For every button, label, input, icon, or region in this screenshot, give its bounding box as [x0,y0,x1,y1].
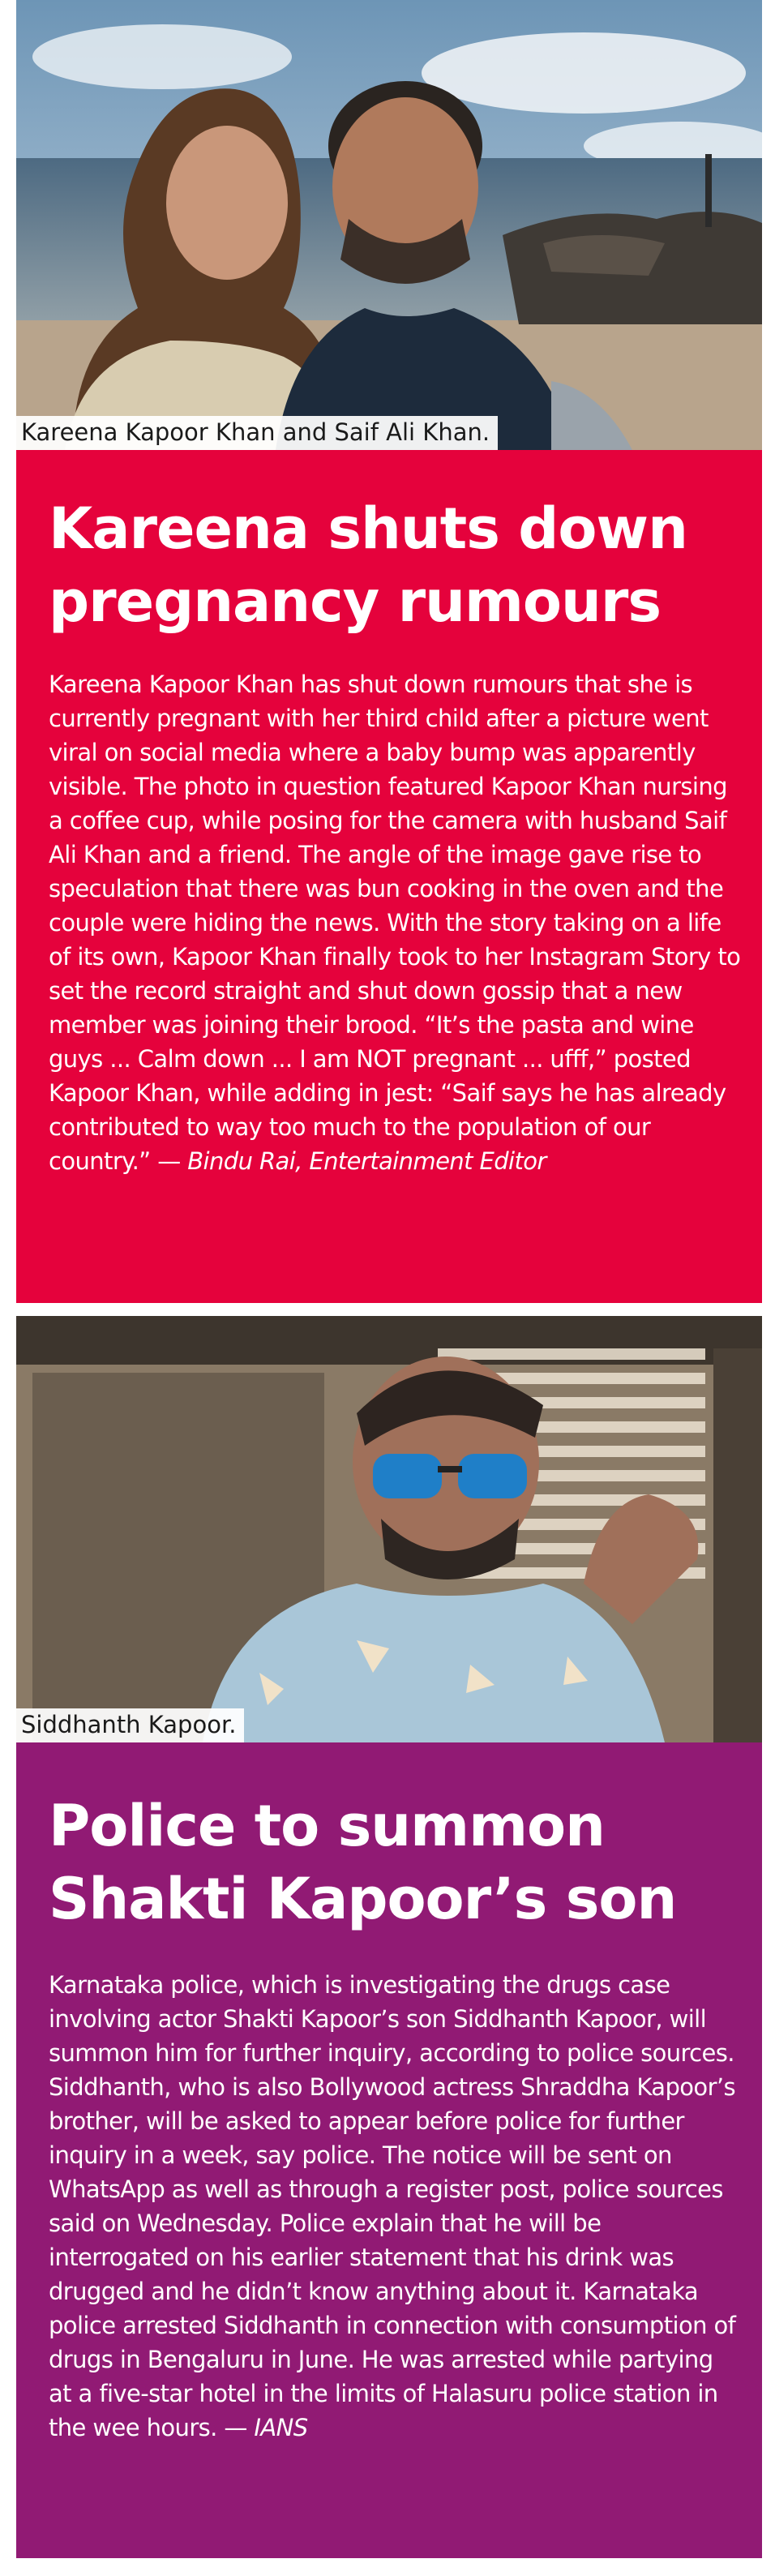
siddhanth-photo [16,1316,762,1742]
story-kareena [16,450,762,1303]
headline [49,1789,741,1935]
headline-line-2: Shakti Kapoor’s son [49,1866,677,1932]
byline: IANS [254,2414,308,2441]
article-text: Karnataka police, which is investigating the drugs case involving actor Shakti Kapoor’s son Siddhanth Kapoor, will summon him for further inquiry, according to police sources. Siddhanth, who is also Bollywood actress Shraddha Kapoor’s brother, will be asked to appear before police for further inquiry in a week, say police. The notice will be sent on WhatsApp as well as through a register post, police sources said on Wednesday. Police explain that he will be interrogated on his earlier statement that his drink was drugged and he didn’t know anything about it. Karnataka police arrested Siddhanth in connection with consumption of drugs in Bengaluru in June. He was arrested while partying at a five-star hotel in the limits of Halasuru police station in the wee hours. — [49,1971,736,2441]
headline [49,492,741,638]
section-divider [16,1303,762,1316]
article-body [49,667,741,1178]
beach-selfie-image [16,0,762,450]
headline-line-1: Police to summon [49,1793,605,1859]
photo-caption: Siddhanth Kapoor. [16,1708,244,1742]
article-text: Kareena Kapoor Khan has shut down rumours that she is currently pregnant with her third child after a picture went viral on social media where a baby bump was apparently visible. The photo in question featured Kapoor Khan nursing a coffee cup, while posing for the camera with husband Saif Ali Khan and a friend. The angle of the image gave rise to speculation that there was bun cooking in the oven and the couple were hiding the news. With the story taking on a life of its own, Kapoor Khan finally took to her Instagram Story to set the record straight and shut down gossip that a new member was joining their brood. “It’s the pasta and wine guys ... Calm down ... I am NOT pregnant ... ufff,” posted Kapoor Khan, while adding in jest: “Saif says he has already contributed to way too much to the population of our country.” — [49,671,741,1175]
kareena-saif-photo [16,0,762,450]
photo-caption: Kareena Kapoor Khan and Saif Ali Khan. [16,416,498,450]
portrait-image [16,1316,762,1742]
headline-line-2: pregnancy rumours [49,568,662,635]
story-siddhanth [16,1742,762,2558]
article-body [49,1968,741,2445]
headline-line-1: Kareena shuts down [49,495,687,562]
byline: Bindu Rai, Entertainment Editor [187,1147,546,1175]
